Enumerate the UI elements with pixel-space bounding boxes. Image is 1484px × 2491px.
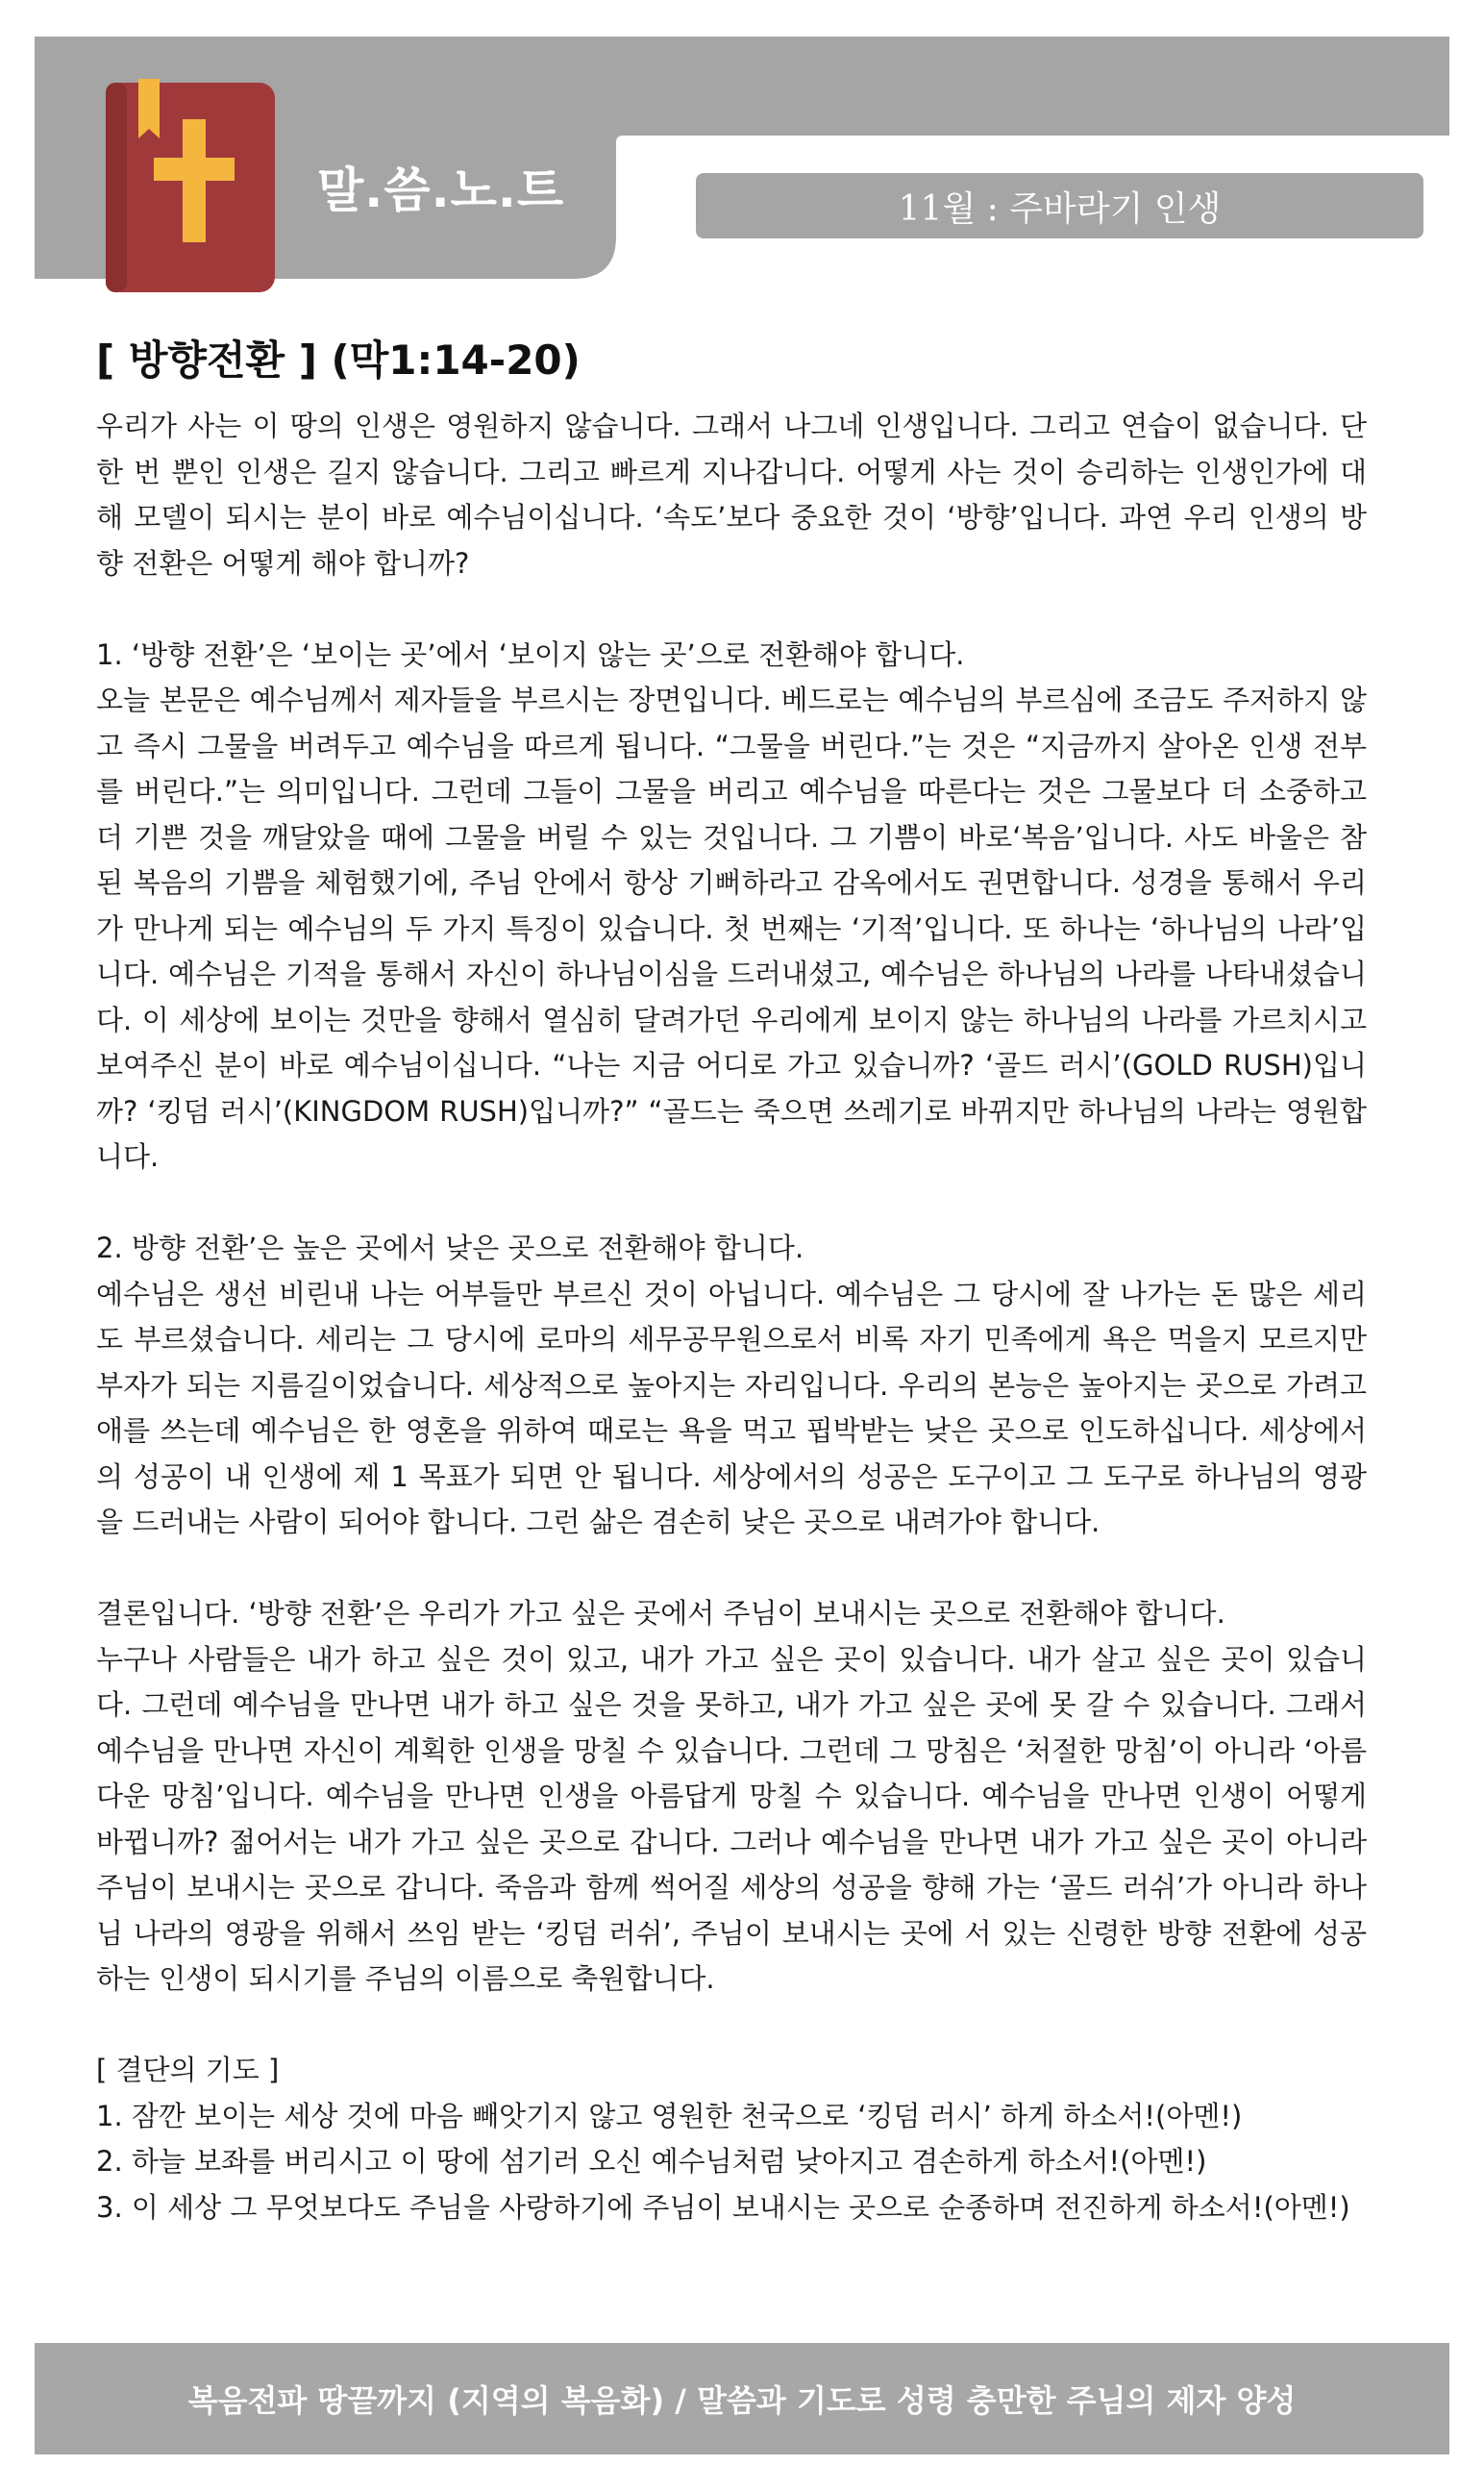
point2-paragraph: 예수님은 생선 비린내 나는 어부들만 부르신 것이 아닙니다. 예수님은 그 당시에 잘 나가는 돈 많은 세리도 부르셨습니다. 세리는 그 당시에 로마의 세무공무원으로서 비록 자기 민족에게 욕은 먹을지 모르지만 부자가 되는 지름길이었습니다. 세상적으로 높아지는 자리입니다. 우리의 본능은 높아지는 곳으로 가려고 애를 쓰는데 예수님은 한 영혼을 위하여 때로는 욕을 먹고 핍박받는 낮은 곳으로 인도하십니다. 세상에서의 성공이 내 인생에 제 1 목표가 되면 안 됩니다. 세상에서의 성공은 도구이고 그 도구로 하나님의 영광을 드러내는 사람이 되어야 합니다. 그런 삶은 겸손히 낮은 곳으로 내려가야 합니다.	[96, 1277, 1367, 1538]
month-theme-text: 11월 : 주바라기 인생	[898, 188, 1222, 229]
conclusion-paragraph: 누구나 사람들은 내가 하고 싶은 것이 있고, 내가 가고 싶은 곳이 있습니다. 내가 살고 싶은 곳이 있습니다. 그런데 예수님을 만나면 내가 하고 싶은 것을 못하고, 내가 가고 싶은 곳에 못 갈 수 있습니다. 그래서 예수님을 만나면 자신이 계획한 인생을 망칠 수 있습니다. 그런데 그 망침은 ‘처절한 망침’이 아니라 ‘아름다운 망침’입니다. 예수님을 만나면 인생을 아름답게 망칠 수 있습니다. 예수님을 만나면 인생이 어떻게 바뀝니까? 젊어서는 내가 가고 싶은 곳으로 갑니다. 그러나 예수님을 만나면 내가 가고 싶은 곳이 아니라 주님이 보내시는 곳으로 갑니다. 죽음과 함께 썩어질 세상의 성공을 향해 가는 ‘골드 러쉬’가 아니라 하나님 나라의 영광을 위해서 쓰임 받는 ‘킹덤 러쉬’, 주님이 보내시는 곳에 서 있는 신령한 방향 전환에 성공하는 인생이 되시기를 주님의 이름으로 축원합니다.	[96, 1642, 1367, 1995]
point2-heading: 2. 방향 전환’은 높은 곳에서 낮은 곳으로 전환해야 합니다.	[96, 1232, 804, 1264]
bible-cross-icon	[106, 79, 275, 296]
conclusion-heading: 결론입니다. ‘방향 전환’은 우리가 가고 싶은 곳에서 주님이 보내시는 곳으로 전환해야 합니다.	[96, 1597, 1225, 1630]
sermon-body	[96, 404, 1367, 2230]
point1-paragraph: 오늘 본문은 예수님께서 제자들을 부르시는 장면입니다. 베드로는 예수님의 부르심에 조금도 주저하지 않고 즉시 그물을 버려두고 예수님을 따르게 됩니다. “그물을 버린다.”는 것은 “지금까지 살아온 인생 전부를 버린다.”는 의미입니다. 그런데 그들이 그물을 버리고 예수님을 따른다는 것은 그물보다 더 소중하고 더 기쁜 것을 깨달았을 때에 그물을 버릴 수 있는 것입니다. 그 기쁨이 바로‘복음’입니다. 사도 바울은 참된 복음의 기쁨을 체험했기에, 주님 안에서 항상 기뻐하라고 감옥에서도 권면합니다. 성경을 통해서 우리가 만나게 되는 예수님의 두 가지 특징이 있습니다. 첫 번째는 ‘기적’입니다. 또 하나는 ‘하나님의 나라’입니다. 예수님은 기적을 통해서 자신이 하나님이심을 드러내셨고, 예수님은 하나님의 나라를 나타내셨습니다. 이 세상에 보이는 것만을 향해서 열심히 달려가던 우리에게 보이지 않는 하나님의 나라를 가르치시고 보여주신 분이 바로 예수님이십니다. “나는 지금 어디로 가고 있습니까? ‘골드 러시’(GOLD RUSH)입니까? ‘킹덤 러시’(KINGDOM RUSH)입니까?” “골드는 죽으면 쓰레기로 바뀌지만 하나님의 나라는 영원합니다.	[96, 684, 1367, 1173]
prayer-heading: [ 결단의 기도 ]	[96, 2054, 280, 2086]
prayer-item-2: 2. 하늘 보좌를 버리시고 이 땅에 섬기러 오신 예수님처럼 낮아지고 겸손하게 하소서!(아멘!)	[96, 2145, 1207, 2178]
prayer-item-3: 3. 이 세상 그 무엇보다도 주님을 사랑하기에 주님이 보내시는 곳으로 순종하며 전진하게 하소서!(아멘!)	[96, 2190, 1350, 2224]
page-title: 말.씀.노.트	[317, 162, 565, 218]
month-theme-badge	[696, 173, 1423, 238]
footer-motto: 복음전파 땅끝까지 (지역의 복음화) / 말씀과 기도로 성령 충만한 주님의 제자 양성	[187, 2382, 1297, 2419]
intro-paragraph: 우리가 사는 이 땅의 인생은 영원하지 않습니다. 그래서 나그네 인생입니다. 그리고 연습이 없습니다. 단 한 번 뿐인 인생은 길지 않습니다. 그리고 빠르게 지나갑니다. 어떻게 사는 것이 승리하는 인생인가에 대해 모델이 되시는 분이 바로 예수님이십니다. ‘속도’보다 중요한 것이 ‘방향’입니다. 과연 우리 인생의 방향 전환은 어떻게 해야 합니까?	[96, 410, 1367, 580]
footer-band	[35, 2343, 1449, 2454]
point1-heading: 1. ‘방향 전환’은 ‘보이는 곳’에서 ‘보이지 않는 곳’으로 전환해야 합니다.	[96, 637, 965, 671]
sermon-title: [ 방향전환 ] (막1:14-20)	[96, 336, 581, 384]
prayer-item-1: 1. 잠깐 보이는 세상 것에 마음 빼앗기지 않고 영원한 천국으로 ‘킹덤 러시’ 하게 하소서!(아멘!)	[96, 2099, 1243, 2132]
